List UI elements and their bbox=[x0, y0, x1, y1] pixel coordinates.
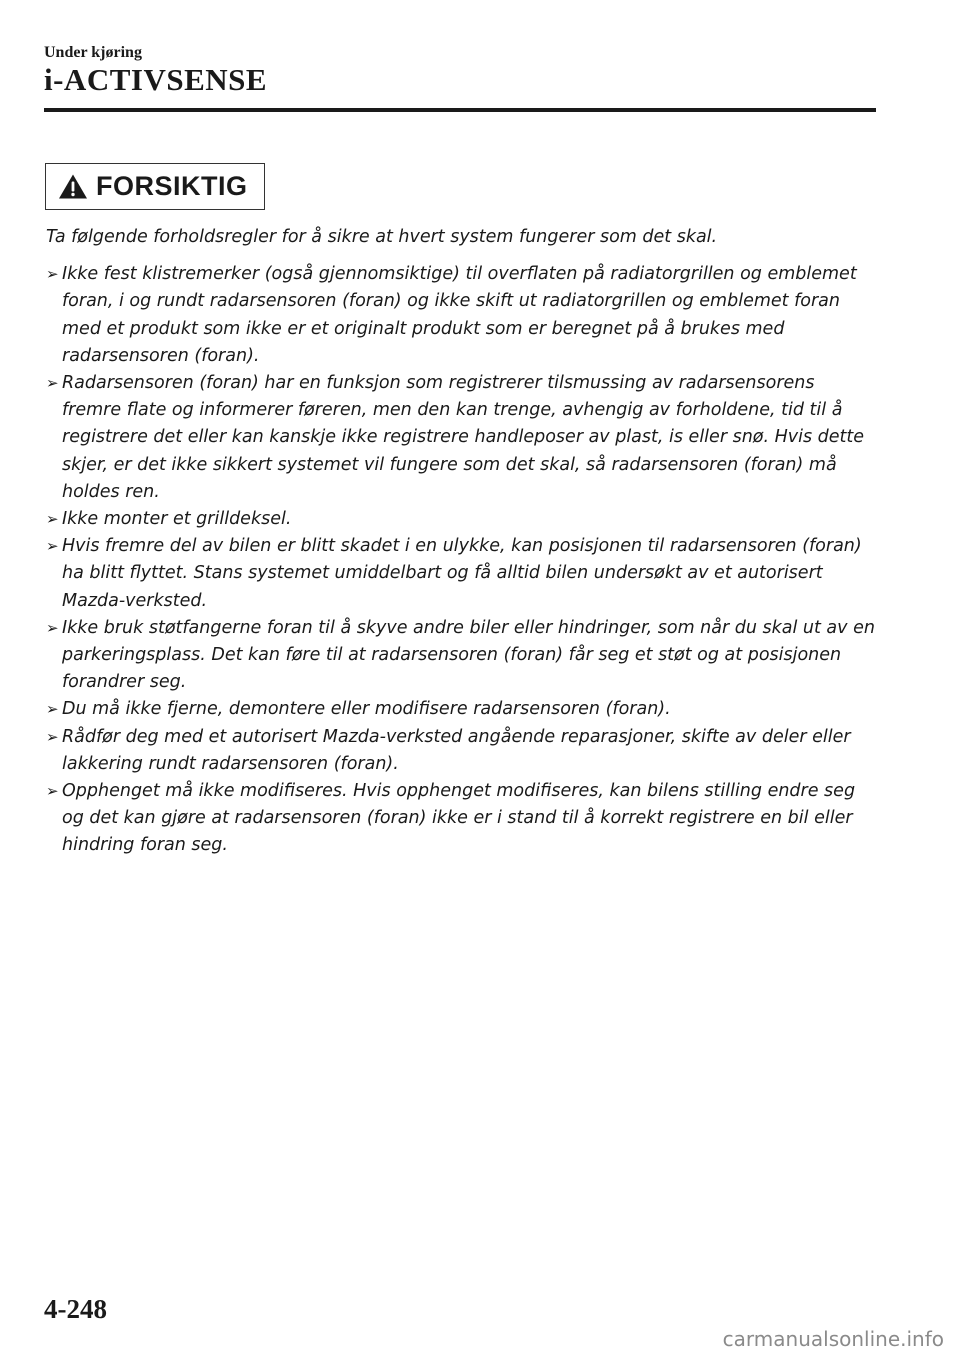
precaution-list bbox=[46, 261, 876, 859]
bullet-arrow-icon: ➢ bbox=[46, 537, 59, 556]
list-item bbox=[46, 696, 876, 723]
list-item bbox=[46, 724, 876, 778]
warning-triangle-icon bbox=[58, 173, 88, 200]
caution-box bbox=[45, 163, 265, 210]
chapter-title: i-ACTIVSENSE bbox=[44, 62, 268, 97]
caution-label: FORSIKTIG bbox=[96, 171, 248, 201]
page-number: 4-248 bbox=[44, 1294, 107, 1324]
bullet-arrow-icon: ➢ bbox=[46, 782, 59, 801]
list-item bbox=[46, 533, 876, 615]
bullet-arrow-icon: ➢ bbox=[46, 510, 59, 529]
list-item-text: Du må ikke fjerne, demontere eller modifisere radarsensoren (foran). bbox=[62, 699, 671, 720]
list-item-text: Ikke monter et grilldeksel. bbox=[62, 509, 292, 530]
bullet-arrow-icon: ➢ bbox=[46, 618, 59, 637]
caution-content bbox=[46, 224, 876, 860]
list-item bbox=[46, 778, 876, 860]
list-item-text: Opphenget må ikke modifiseres. Hvis opphenget modifiseres, kan bilens stilling endre seg og det kan gjøre at radarsensoren (foran) ikke er i stand til å korrekt registrere en bil eller hindring foran seg. bbox=[62, 781, 856, 856]
list-item bbox=[46, 615, 876, 697]
list-item bbox=[46, 506, 876, 533]
list-item bbox=[46, 261, 876, 370]
section-label: Under kjøring bbox=[44, 44, 142, 61]
list-item-text: Ikke fest klistremerker (også gjennomsiktige) til overflaten på radiatorgrillen og emblemet foran, i og rundt radarsensoren (foran) og ikke skift ut radiatorgrillen og emblemet foran med et produkt som ikke er et originalt produkt som er beregnet på å brukes med radarsensoren (foran). bbox=[62, 264, 857, 366]
intro-text: Ta følgende forholdsregler for å sikre at hvert system fungerer som det skal. bbox=[46, 227, 718, 247]
bullet-arrow-icon: ➢ bbox=[46, 727, 59, 746]
watermark: carmanualsonline.info bbox=[722, 1327, 944, 1351]
bullet-arrow-icon: ➢ bbox=[46, 374, 59, 393]
list-item-text: Hvis fremre del av bilen er blitt skadet i en ulykke, kan posisjonen til radarsensoren (foran) ha blitt flyttet. Stans systemet umiddelbart og få alltid bilen undersøkt av et autorisert Mazda-verksted. bbox=[62, 536, 862, 611]
list-item-text: Radarsensoren (foran) har en funksjon som registrerer tilsmussing av radarsensorens fremre flate og informerer føreren, men den kan trenge, avhengig av forholdene, tid til å registrere det eller kan kanskje ikke registrere handleposer av plast, is eller snø. Hvis dette skjer, er det ikke sikkert systemet vil fungere som det skal, så radarsensoren (foran) må holdes ren. bbox=[62, 373, 865, 502]
header-rule bbox=[44, 108, 876, 112]
list-item-text: Rådfør deg med et autorisert Mazda-verksted angående reparasjoner, skifte av deler eller lakkering rundt radarsensoren (foran). bbox=[62, 726, 851, 774]
list-item-text: Ikke bruk støtfangerne foran til å skyve andre biler eller hindringer, som når du skal ut av en parkeringsplass. Det kan føre til at radarsensoren (foran) får seg et støt og at posisjonen forandrer seg. bbox=[62, 617, 875, 693]
bullet-arrow-icon: ➢ bbox=[46, 700, 59, 719]
bullet-arrow-icon: ➢ bbox=[46, 265, 59, 284]
list-item bbox=[46, 370, 876, 506]
